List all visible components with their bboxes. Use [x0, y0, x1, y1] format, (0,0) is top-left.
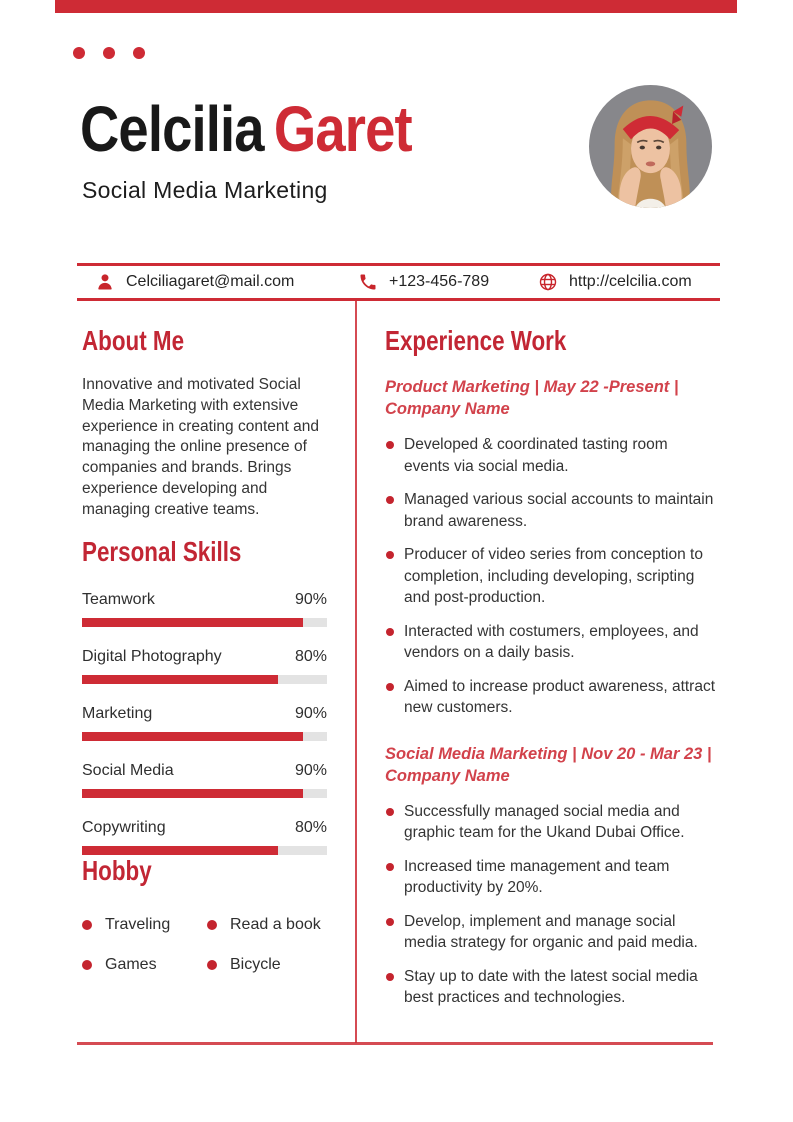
person-name [80, 92, 412, 166]
bullet-text: Developed & coordinated tasting room events via social media. [404, 436, 668, 475]
bullet-dot-icon [82, 960, 92, 970]
skill-percent: 80% [294, 819, 327, 837]
dot-icon [133, 47, 145, 59]
bullet-dot-icon [207, 960, 217, 970]
contact-email [95, 266, 294, 298]
bullet-dot-icon [386, 628, 394, 636]
top-accent-bar [55, 0, 737, 13]
person-icon [95, 272, 115, 292]
contact-website [538, 266, 692, 298]
bullet-dot-icon [386, 863, 394, 871]
skill-percent: 80% [294, 648, 327, 666]
job-bullet-list [385, 801, 717, 1009]
skill-bar-fill [82, 789, 303, 798]
skill-label: Teamwork [82, 591, 155, 609]
bullet-dot-icon [207, 920, 217, 930]
first-name: Celcilia [80, 93, 264, 165]
phone-icon [358, 272, 378, 292]
skill-bar-fill [82, 846, 278, 855]
skill-label: Copywriting [82, 819, 166, 837]
job-bullet [385, 621, 717, 664]
bullet-dot-icon [386, 683, 394, 691]
skill-row [82, 648, 327, 684]
bullet-dot-icon [386, 918, 394, 926]
portrait-illustration [589, 85, 712, 208]
bottom-divider [77, 1042, 713, 1045]
job-bullet [385, 856, 717, 899]
hobby-label: Bicycle [230, 956, 281, 974]
skill-percent: 90% [294, 762, 327, 780]
job-bullet [385, 434, 717, 477]
hobby-item [207, 916, 327, 934]
hobby-item [82, 916, 207, 934]
contact-phone [358, 266, 489, 298]
skill-label: Social Media [82, 762, 174, 780]
skill-bar-track [82, 732, 327, 741]
hobby-label: Traveling [105, 916, 171, 934]
job-title: Product Marketing | May 22 -Present | Company Name [385, 378, 679, 418]
hobby-item [207, 956, 327, 974]
skill-bar-fill [82, 618, 303, 627]
job-bullet [385, 801, 717, 844]
job-title: Social Media Marketing | Nov 20 - Mar 23 | Company Name [385, 744, 712, 785]
profile-photo [589, 85, 712, 208]
phone-text: +123-456-789 [389, 273, 490, 290]
bullet-dot-icon [386, 551, 394, 559]
skill-percent: 90% [294, 591, 327, 609]
skill-bar-track [82, 618, 327, 627]
dot-icon [73, 47, 85, 59]
skill-percent: 90% [294, 705, 327, 723]
skill-bar-track [82, 789, 327, 798]
hobby-list [82, 916, 327, 974]
skills-title: Personal Skills [82, 536, 242, 568]
bullet-text: Develop, implement and manage social media strategy for organic and paid media. [404, 912, 698, 951]
last-name: Garet [273, 93, 412, 165]
job-bullet [385, 676, 717, 719]
skill-row [82, 591, 327, 627]
bullet-text: Stay up to date with the latest social media best practices and technologies. [404, 967, 698, 1006]
skill-bar-track [82, 675, 327, 684]
email-text: Celciliagaret@mail.com [126, 273, 295, 290]
skill-bar-fill [82, 675, 278, 684]
globe-icon [538, 272, 558, 292]
skill-row [82, 705, 327, 741]
job-bullet [385, 966, 717, 1009]
job-bullet [385, 911, 717, 954]
bullet-text: Successfully managed social media and graphic team for the Ukand Dubai Office. [404, 802, 685, 841]
skill-label: Marketing [82, 705, 153, 723]
bullet-dot-icon [386, 973, 394, 981]
bullet-text: Managed various social accounts to maintain brand awareness. [404, 491, 714, 530]
website-text: http://celcilia.com [569, 273, 692, 290]
about-title: About Me [82, 325, 185, 356]
bullet-dot-icon [386, 496, 394, 504]
bullet-dot-icon [386, 441, 394, 449]
bullet-dot-icon [82, 920, 92, 930]
about-text: Innovative and motivated Social Media Marketing with extensive experience in creating content and managing the online presence of companies and brands. Brings experience developing and managing creative teams. [82, 376, 319, 518]
bullet-text: Interacted with costumers, employees, and vendors on a daily basis. [404, 622, 699, 661]
skill-bar-track [82, 846, 327, 855]
hobby-item [82, 956, 207, 974]
job-bullet [385, 489, 717, 532]
hobby-label: Games [105, 956, 157, 974]
role-subtitle: Social Media Marketing [82, 177, 328, 203]
decorative-dots [73, 47, 145, 59]
left-column [82, 325, 327, 974]
bullet-text: Producer of video series from conception to completion, including developing, scripting and post-production. [404, 546, 703, 606]
bullet-text: Increased time management and team productivity by 20%. [404, 857, 670, 896]
right-column [385, 325, 717, 1009]
hobby-title: Hobby [82, 855, 152, 887]
bullet-text: Aimed to increase product awareness, attract new customers. [404, 677, 716, 716]
skill-row [82, 819, 327, 855]
contact-bar [77, 263, 720, 301]
hobby-label: Read a book [230, 916, 321, 934]
skill-row [82, 762, 327, 798]
job-bullet-list [385, 434, 717, 719]
skill-bar-fill [82, 732, 303, 741]
experience-title: Experience Work [385, 325, 567, 356]
job-bullet [385, 544, 717, 609]
dot-icon [103, 47, 115, 59]
bullet-dot-icon [386, 808, 394, 816]
column-divider [355, 301, 357, 1043]
skill-label: Digital Photography [82, 648, 222, 666]
